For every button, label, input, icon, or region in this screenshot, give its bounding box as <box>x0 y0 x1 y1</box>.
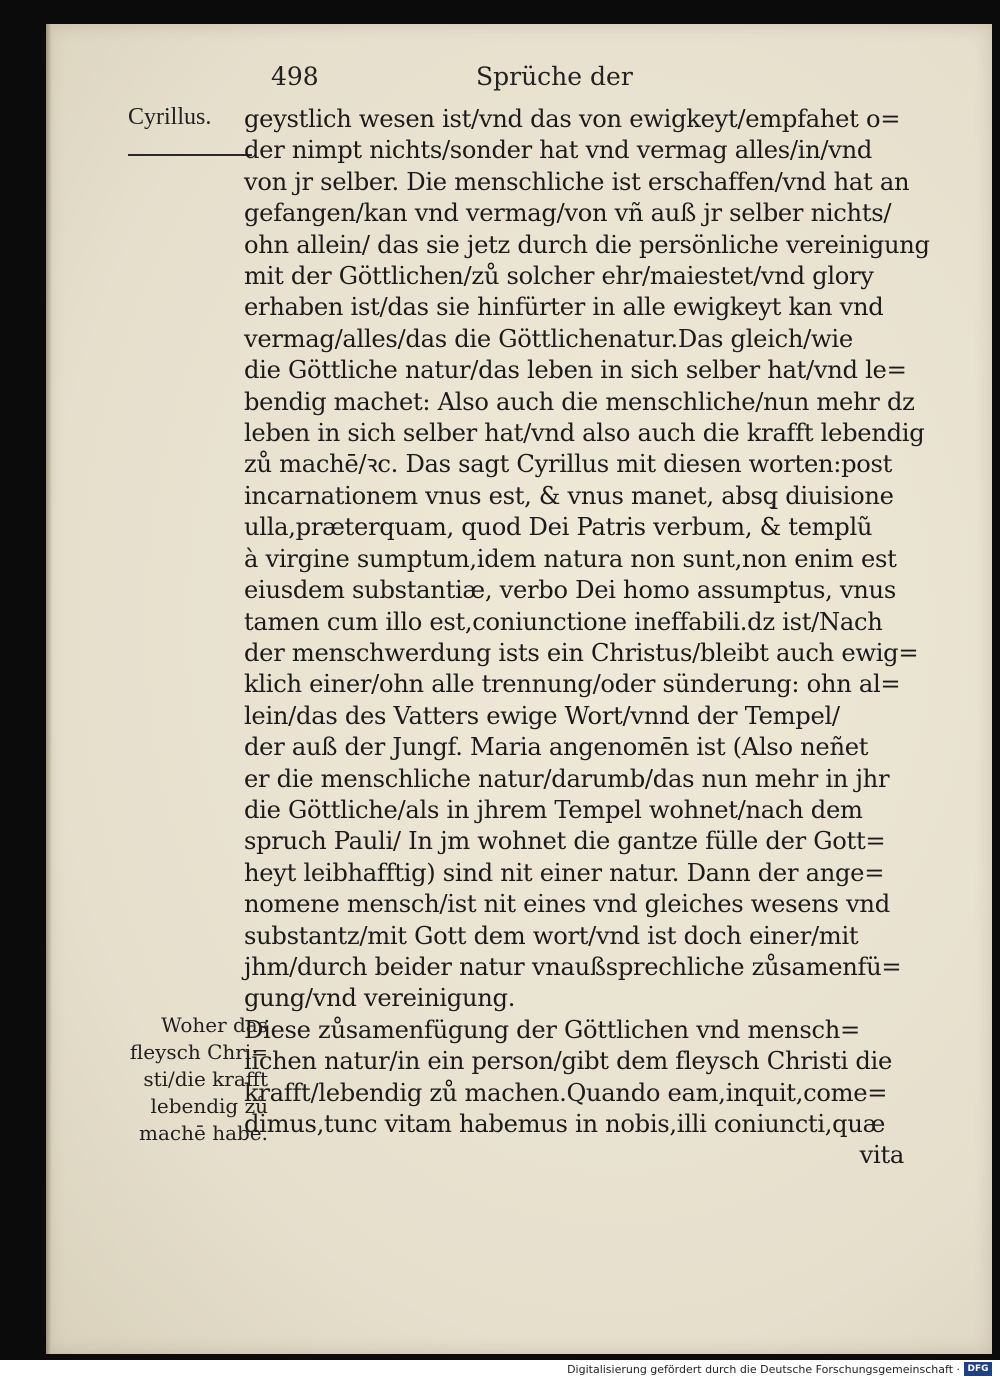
margin-note-cyrillus: Cyrillus. <box>128 104 212 130</box>
text-line: spruch Pauli/ In jm wohnet die gantze fülle der Gott= <box>244 827 886 856</box>
catchword: vita <box>859 1141 904 1170</box>
text-line: gung/vnd vereinigung. <box>244 984 516 1013</box>
text-line: die Göttliche natur/das leben in sich selber hat/vnd le= <box>244 356 907 385</box>
text-line: incarnationem vnus est, & vnus manet, absq̧ diuisione <box>244 481 894 510</box>
text-line: gefangen/kan vnd vermag/von vñ auß jr selber nichts/ <box>244 199 892 228</box>
text-line: krafft/lebendig zů machen.Quando eam,inquit,come= <box>244 1078 888 1107</box>
text-line: lein/das des Vatters ewige Wort/vnnd der Tempel/ <box>244 701 840 730</box>
text-line: ulla,præterquam, quod Dei Patris verbum, & templũ <box>244 513 873 542</box>
text-line: Diese zůsamenfügung der Göttlichen vnd mensch= <box>244 1015 860 1044</box>
text-line: er die menschliche natur/darumb/das nun mehr in jhr <box>244 764 890 793</box>
text-line: die Göttliche/als in jhrem Tempel wohnet/nach dem <box>244 795 863 824</box>
margin-rule <box>128 154 252 156</box>
text-line: erhaben ist/das sie hinfürter in alle ewigkeyt kan vnd <box>244 293 884 322</box>
page-gutter-shadow <box>46 24 52 1354</box>
text-line: substantz/mit Gott dem wort/vnd ist doch einer/mit <box>244 921 859 950</box>
margin-note-line: sti/die krafft <box>143 1067 268 1091</box>
text-line: lichen natur/in ein person/gibt dem fleysch Christi die <box>244 1047 892 1076</box>
running-title: Sprüche der <box>476 62 633 91</box>
margin-note-line: machē habe. <box>139 1121 268 1145</box>
text-line: dimus,tunc vitam habemus in nobis,illi coniuncti,quæ <box>244 1110 886 1138</box>
text-line: tamen cum illo est,coniunctione ineffabili.dz ist/Nach <box>244 607 883 636</box>
text-line: der menschwerdung ists ein Christus/bleibt auch ewig= <box>244 638 919 667</box>
text-line: vermag/alles/das die Göttlichenatur.Das gleich/wie <box>244 324 853 353</box>
page-number: 498 <box>271 62 319 91</box>
footer-credit: Digitalisierung gefördert durch die Deutsche Forschungsgemeinschaft · <box>567 1363 960 1376</box>
text-line: jhm/durch beider natur vnaußsprechliche zůsamenfü= <box>244 952 902 981</box>
margin-note-line: Woher das <box>161 1013 268 1037</box>
text-line: bendig machet: Also auch die menschliche/nun mehr dz <box>244 387 915 416</box>
dfg-logo: DFG <box>964 1362 992 1376</box>
text-line: leben in sich selber hat/vnd also auch die krafft lebendig <box>244 419 925 448</box>
margin-note-line: fleysch Chri= <box>129 1040 268 1064</box>
text-line: nomene mensch/ist nit eines vnd gleiches wesens vnd <box>244 890 890 919</box>
text-line: zů machē/ꝛc. Das sagt Cyrillus mit diesen worten:post <box>244 450 893 479</box>
text-line: der nimpt nichts/sonder hat vnd vermag alles/in/vnd <box>244 136 873 165</box>
body-text <box>244 104 930 1172</box>
text-line: eiusdem substantiæ, verbo Dei homo assumptus, vnus <box>244 576 896 605</box>
text-line: der auß der Jungf. Maria angenomēn ist (Also neñet <box>244 733 869 762</box>
text-line: klich einer/ohn alle trennung/oder sünderung: ohn al= <box>244 670 901 699</box>
text-line: ohn allein/ das sie jetz durch die persönliche vereinigung <box>244 230 930 259</box>
text-line: mit der Göttlichen/zů solcher ehr/maiestet/vnd glory <box>244 262 874 291</box>
text-line: heyt leibhafftig) sind nit einer natur. Dann der ange= <box>244 858 885 887</box>
text-line: von jr selber. Die menschliche ist erschaffen/vnd hat an <box>244 167 910 196</box>
margin-note-line: lebendig zů <box>150 1094 268 1118</box>
text-line: geystlich wesen ist/vnd das von ewigkeyt/empfahet o= <box>244 105 901 133</box>
text-line: à virgine sumptum,idem natura non sunt,non enim est <box>244 544 897 573</box>
margin-note-side <box>128 1012 268 1147</box>
